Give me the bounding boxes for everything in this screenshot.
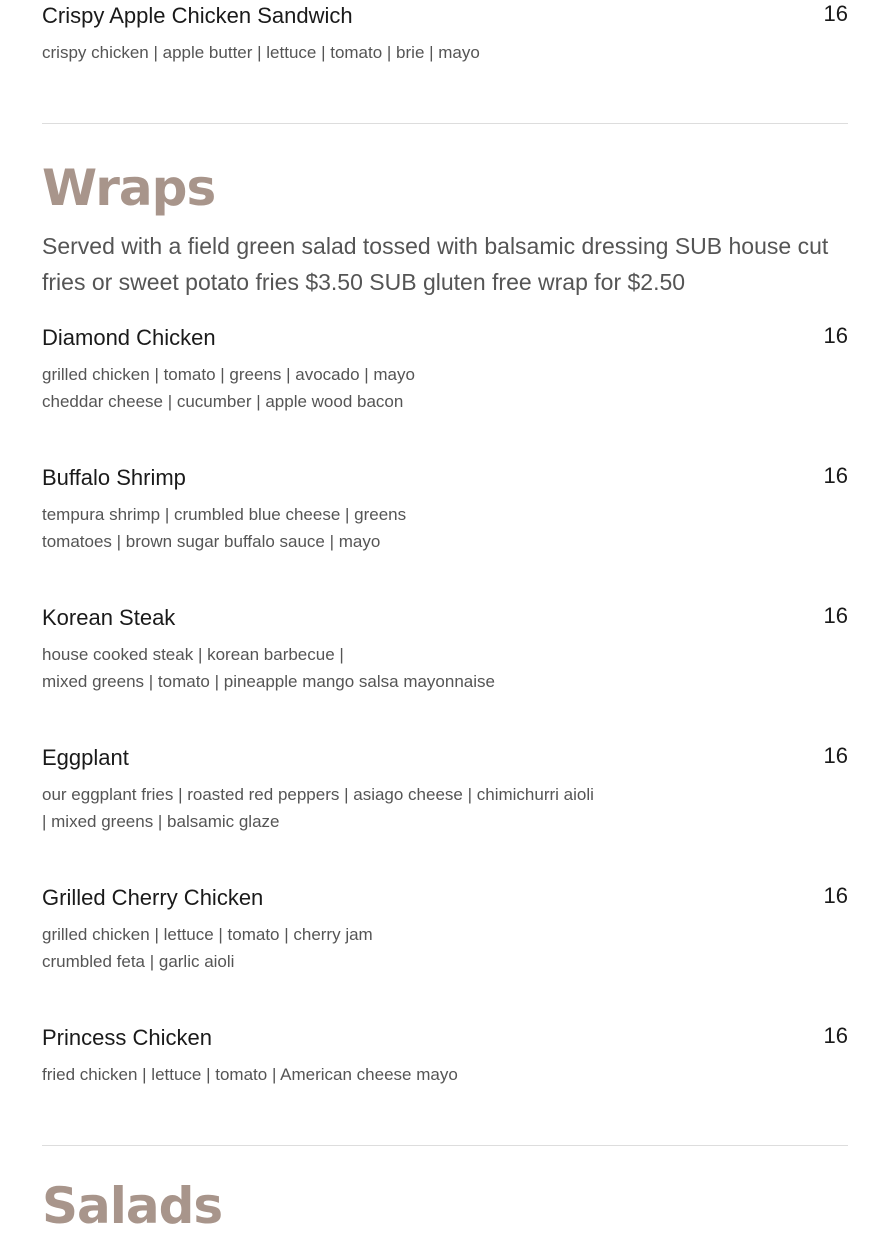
item-description-line: cheddar cheese | cucumber | apple wood bacon bbox=[42, 392, 404, 411]
item-description-line: house cooked steak | korean barbecue | bbox=[42, 645, 344, 664]
item-description bbox=[42, 641, 642, 695]
item-description-line: tempura shrimp | crumbled blue cheese | greens bbox=[42, 505, 407, 524]
item-description bbox=[42, 1061, 642, 1088]
item-description-line: crispy chicken | apple butter | lettuce | tomato | brie | mayo bbox=[42, 43, 480, 62]
item-name: Diamond Chicken bbox=[42, 325, 216, 350]
item-price: 16 bbox=[823, 883, 848, 908]
item-description bbox=[42, 921, 642, 975]
section-title-salads: Salads bbox=[42, 1177, 223, 1235]
item-name: Grilled Cherry Chicken bbox=[42, 885, 264, 910]
item-description-line: | mixed greens | balsamic glaze bbox=[42, 812, 280, 831]
item-description bbox=[42, 361, 642, 415]
item-description-line: tomatoes | brown sugar buffalo sauce | mayo bbox=[42, 532, 381, 551]
item-description bbox=[42, 781, 642, 835]
item-name: Princess Chicken bbox=[42, 1025, 212, 1050]
item-price: 16 bbox=[823, 1023, 848, 1048]
item-price: 16 bbox=[823, 323, 848, 348]
section-divider bbox=[42, 1145, 848, 1146]
item-description-line: our eggplant fries | roasted red peppers | asiago cheese | chimichurri aioli bbox=[42, 785, 594, 804]
item-description-line: crumbled feta | garlic aioli bbox=[42, 952, 235, 971]
item-description-line: grilled chicken | tomato | greens | avocado | mayo bbox=[42, 365, 415, 384]
item-description bbox=[42, 39, 642, 66]
item-name: Korean Steak bbox=[42, 605, 176, 630]
item-description-line: fried chicken | lettuce | tomato | American cheese mayo bbox=[42, 1065, 458, 1084]
item-description bbox=[42, 501, 642, 555]
section-note: Served with a field green salad tossed with balsamic dressing SUB house cut fries or sweet potato fries $3.50 SUB gluten free wrap for $2.50 bbox=[42, 233, 829, 295]
section-title-wraps: Wraps bbox=[42, 159, 216, 217]
item-price: 16 bbox=[823, 603, 848, 628]
item-name: Eggplant bbox=[42, 745, 129, 770]
item-name: Buffalo Shrimp bbox=[42, 465, 186, 490]
item-name: Crispy Apple Chicken Sandwich bbox=[42, 3, 353, 28]
item-description-line: mixed greens | tomato | pineapple mango salsa mayonnaise bbox=[42, 672, 495, 691]
item-description-line: grilled chicken | lettuce | tomato | cherry jam bbox=[42, 925, 373, 944]
item-price: 16 bbox=[823, 1, 848, 26]
item-price: 16 bbox=[823, 463, 848, 488]
item-price: 16 bbox=[823, 743, 848, 768]
section-divider bbox=[42, 123, 848, 124]
